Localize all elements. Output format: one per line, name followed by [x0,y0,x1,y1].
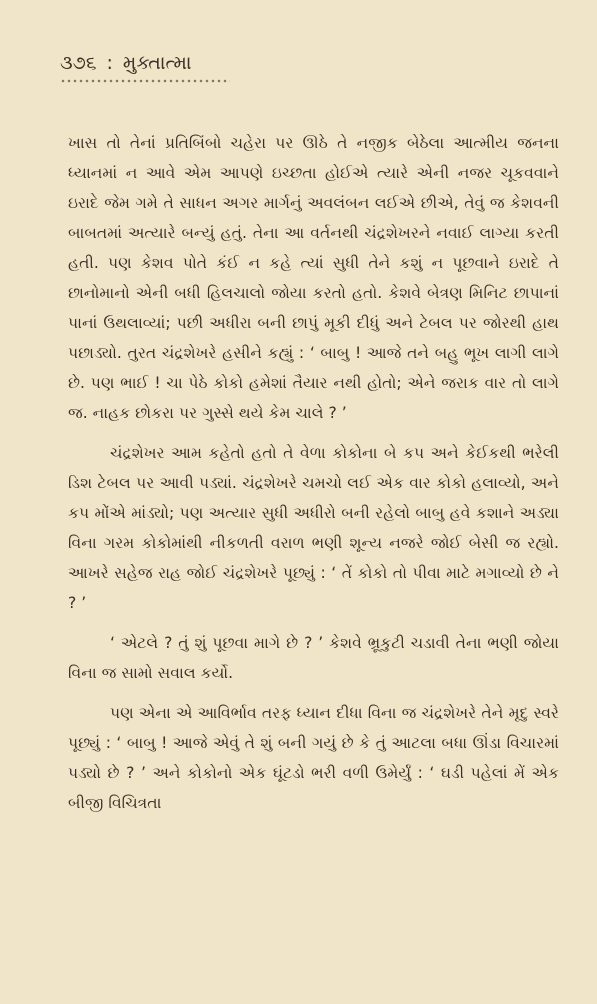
paragraph: ચંદ્રશેખર આમ કહેતો હતો તે વેળા કોકોના બે કપ અને કેઈકથી ભરેલી ડિશ ટેબલ પર આવી પડ્યાં. ચંદ્રશેખરે ચમચો લઈ એક વાર કોકો હલાવ્યો, અને કપ મોંએ માંડ્યો; પણ અત્યાર સુધી અધીરો બની રહેલો બાબુ હવે કશાને અડ્યા વિના ગરમ કોકોમાંથી નીકળતી વરાળ ભણી શૂન્ય નજરે જોઈ બેસી જ રહ્યો. આખરે સહેજ રાહ જોઈ ચંદ્રશેખરે પૂછ્યું : ‘ તેં કોકો તો પીવા માટે મગાવ્યો છે ને ? ’ [68,444,559,612]
page-number: ૩૭૬ [60,52,97,74]
header-underline [60,78,230,84]
paragraph: ‘ એટલે ? તું શું પૂછવા માગે છે ? ’ કેશવે ભ્રૂકુટી ચડાવી તેના ભણી જોયા વિના જ સામો સવાલ કર્યો. [68,634,559,682]
book-title: મુક્તાત્મા [122,52,192,74]
running-header [60,52,559,74]
paragraph: પણ એના એ આવિર્ભાવ તરફ ધ્યાન દીધા વિના જ ચંદ્રશેખરે તેને મૃદુ સ્વરે પૂછ્યું : ‘ બાબુ ! આજે એવું તે શું બની ગયું છે કે તું આટલા બધા ઊંડા વિચારમાં પડ્યો છે ? ’ અને કોકોનો એક ઘૂંટડો ભરી વળી ઉમેર્યું : ‘ ઘડી પહેલાં મેં એક બીજી વિચિત્રતા [68,704,559,812]
body-text [68,128,559,818]
paragraph: ખાસ તો તેનાં પ્રતિબિંબો ચહેરા પર ઊઠે તે નજીક બેઠેલા આત્મીય જનના ધ્યાનમાં ન આવે એમ આપણે ઇચ્છતા હોઈએ ત્યારે એની નજર ચૂકવવાને ઇરાદે જેમ ગમે તે સાધન અગર માર્ગનું અવલંબન લઈએ છીએ, તેવું જ કેશવની બાબતમાં અત્યારે બન્યું હતું. તેના આ વર્તનથી ચંદ્રશેખરને નવાઈ લાગ્યા કરતી હતી. પણ કેશવ પોતે કંઈ ન કહે ત્યાં સુધી તેને કશું ન પૂછવાને ઇરાદે તે છાનોમાનો એની બધી હિલચાલો જોયા કરતો હતો. કેશવે બેત્રણ મિનિટ છાપાનાં પાનાં ઉથલાવ્યાં; પછી અધીરા બની છાપું મૂકી દીધું અને ટેબલ પર જોરથી હાથ પછાડ્યો. તુરત ચંદ્રશેખરે હસીને કહ્યું : ‘ બાબુ ! આજે તને બહુ ભૂખ લાગી લાગે છે. પણ ભાઈ ! ચા પેઠે કોકો હમેશાં તૈયાર નથી હોતો; એને જરાક વાર તો લાગે જ. નાહક છોકરા પર ગુસ્સે થયે કેમ ચાલે ? ’ [68,134,559,422]
header-separator: : [106,52,113,74]
